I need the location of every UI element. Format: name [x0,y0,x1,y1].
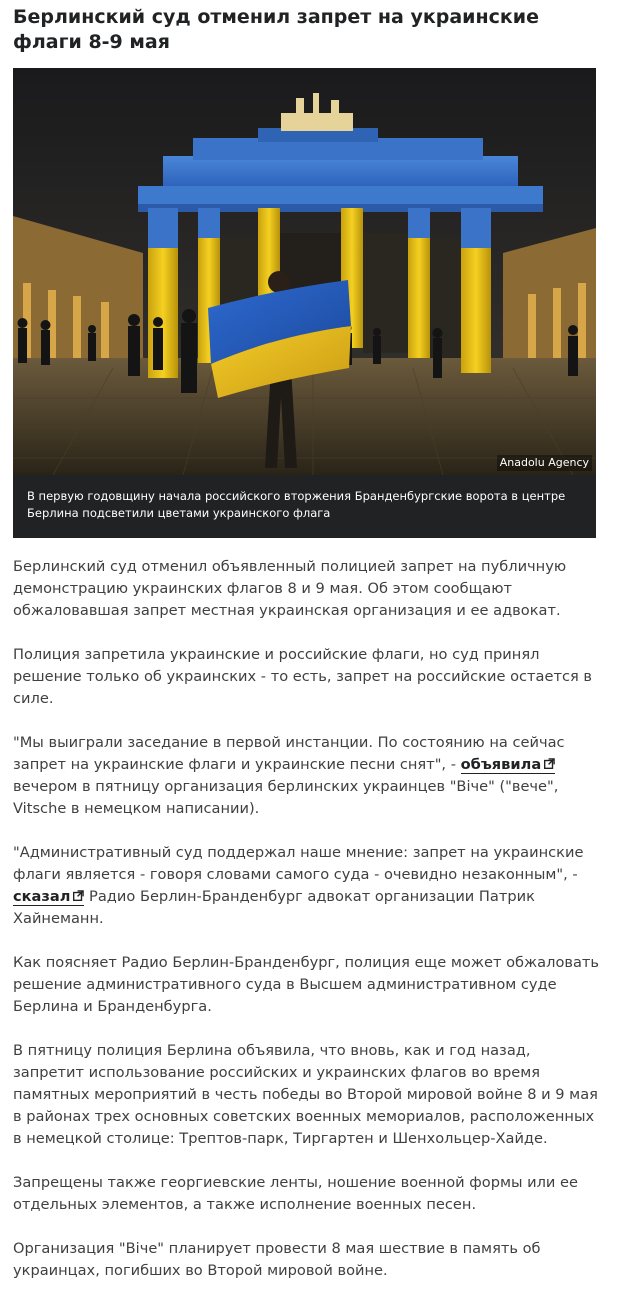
photo-credit: Anadolu Agency [497,455,592,471]
article-figure [13,68,596,538]
article-body [13,556,605,1304]
link-announced-label: объявила [460,756,542,773]
link-said[interactable] [13,888,84,906]
paragraph-1: Берлинский суд отменил объявленный полицией запрет на публичную демонстрацию украинских флагов 8 и 9 мая. Об этом сообщают обжаловавшая запрет местная украинская организация и ее адвокат. [13,558,567,619]
paragraph-5: Как поясняет Радио Берлин-Бранденбург, полиция еще может обжаловать решение административного суда в Высшем административном суде Берлина и Бранденбурга. [13,954,600,1015]
paragraph-8: Организация "Віче" планирует провести 8 мая шествие в память об украинцах, погибших во Второй мировой войне. [13,1240,541,1279]
paragraph-4-after: Радио Берлин-Бранденбург адвокат организации Патрик Хайнеманн. [13,888,535,927]
paragraph-6: В пятницу полиция Берлина объявила, что вновь, как и год назад, запретит использование российских и украинских флагов во время памятных мероприятий в честь победы во Второй мировой войне 8 и 9 мая в районах трех основных советских военных мемориалов, расположенных в немецкой столице: Трептов-парк, Тиргартен и Шенхольцер-Хайде. [13,1042,598,1147]
link-announced[interactable] [461,756,556,774]
paragraph-7: Запрещены также георгиевские ленты, ношение военной формы или ее отдельных элементов, а также исполнение военных песен. [13,1174,579,1213]
paragraph-4-before: "Административный суд поддержал наше мнение: запрет на украинские флаги является - говоря словами самого суда - очевидно незаконным", - [13,844,584,883]
paragraph-2: Полиция запретила украинские и российские флаги, но суд принял решение только об украинских - то есть, запрет на российские остается в силе. [13,646,592,707]
paragraph-3-before: "Мы выиграли заседание в первой инстанции. По состоянию на сейчас запрет на украинские флаги и украинские песни снят", - [13,734,565,773]
article-headline: Берлинский суд отменил запрет на украинские флаги 8-9 мая [13,6,539,53]
brandenburg-gate-photo [13,68,596,475]
paragraph-3 [13,732,605,820]
external-link-icon [544,758,555,769]
photo-caption: В первую годовщину начала российского вторжения Бранденбургские ворота в центре Берлина подсветили цветами украинского флага [13,475,596,538]
paragraph-3-after: вечером в пятницу организация берлинских украинцев "Віче" ("вече", Vitsche в немецком написании). [13,778,559,817]
paragraph-4 [13,842,605,930]
link-said-label: сказал [13,888,71,905]
external-link-icon [73,890,84,901]
